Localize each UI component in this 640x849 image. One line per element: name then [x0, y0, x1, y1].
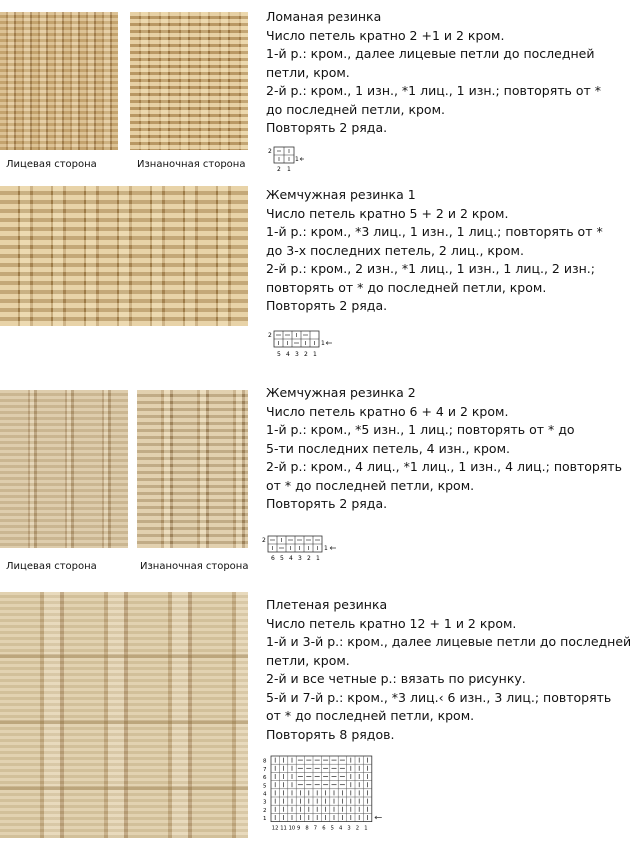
instruction-line: Число петель кратно 12 + 1 и 2 кром.: [266, 615, 517, 631]
chart-col-label: 1: [313, 351, 317, 358]
stitch-chart-woven-rib: [262, 754, 392, 838]
chart-col-label: 6: [271, 555, 275, 562]
instruction-line: 2-й р.: кром., 4 лиц., *1 лиц., 1 изн., 4 лиц.; повторять: [266, 459, 623, 474]
pattern-broken-rib: [266, 8, 601, 138]
stitch-chart-pearl-rib-1: [268, 328, 348, 360]
instruction-line: 1-й и 3-й р.: кром., далее лицевые петли до последней: [266, 634, 632, 649]
instruction-line: повторять от * до последней петли, кром.: [266, 279, 547, 295]
instruction-line: до последней петли, кром.: [266, 101, 445, 117]
instruction-line: 2-й и все четные р.: вязать по рисунку.: [266, 671, 526, 686]
chart-row-label: 1: [263, 816, 267, 823]
swatch-broken-rib-back: [130, 12, 248, 150]
swatch-pearl-rib-2-front: [0, 390, 128, 548]
chart-col-label: 12: [271, 825, 279, 832]
chart-row-label: 5: [263, 783, 267, 790]
chart-col-label: 4: [289, 555, 293, 562]
instruction-line: Повторять 2 ряда.: [266, 120, 388, 135]
instruction-line: Повторять 2 ряда.: [266, 298, 388, 313]
chart-col-label: 1: [364, 825, 368, 832]
instruction-line: петли, кром.: [266, 64, 350, 80]
chart-row-label: 4: [263, 791, 267, 798]
chart-col-label: 5: [330, 825, 334, 832]
pattern-pearl-rib-1: [266, 186, 603, 316]
instruction-line: 2-й р.: кром., 1 изн., *1 лиц., 1 изн.; повторять от *: [266, 83, 602, 98]
instruction-line: от * до последней петли, кром.: [266, 708, 475, 723]
chart-col-label: 10: [288, 825, 296, 832]
swatch-woven-rib: [0, 592, 248, 838]
instruction-line: 1-й р.: кром., *5 изн., 1 лиц.; повторять от * до: [266, 422, 575, 437]
swatch-pearl-rib-2-back: [137, 390, 248, 548]
instruction-line: 1-й р.: кром., *3 лиц., 1 изн., 1 лиц.; повторять от *: [266, 224, 603, 239]
chart-row-label: 1: [295, 156, 299, 163]
chart-col-label: 1: [287, 166, 291, 173]
instruction-line: Повторять 2 ряда.: [266, 496, 388, 511]
chart-row-label: 1: [321, 340, 325, 347]
instruction-line: 5-й и 7-й р.: кром., *3 лиц.‹ 6 изн., 3 лиц.; повторять: [266, 689, 612, 705]
chart-col-label: 3: [295, 351, 299, 358]
caption-front-side: Лицевая сторона: [6, 159, 97, 170]
chart-row-label: 2: [262, 537, 266, 544]
chart-row-label: 8: [263, 758, 267, 765]
chart-row-label: 3: [263, 799, 267, 806]
instruction-line: Повторять 8 рядов.: [266, 726, 395, 742]
chart-row-label: 2: [268, 332, 272, 339]
instruction-line: 5-ти последних петель, 4 изн., кром.: [266, 440, 510, 456]
chart-row-label: 2: [263, 807, 267, 814]
pattern-pearl-rib-2: [266, 384, 622, 514]
caption-front-side: Лицевая сторона: [6, 561, 97, 572]
instruction-line: петли, кром.: [266, 652, 350, 668]
chart-col-label: 2: [277, 166, 281, 173]
chart-col-label: 4: [286, 351, 290, 358]
chart-col-label: 4: [339, 825, 343, 832]
instruction-line: Число петель кратно 6 + 4 и 2 кром.: [266, 403, 509, 419]
swatch-pearl-rib-1: [0, 186, 248, 326]
chart-col-label: 9: [297, 825, 301, 832]
chart-row-label: 7: [263, 766, 267, 773]
instruction-line: Число петель кратно 5 + 2 и 2 кром.: [266, 205, 509, 221]
chart-row-label: 1: [324, 545, 328, 552]
stitch-chart-broken-rib: [268, 144, 318, 176]
swatch-broken-rib-front: [0, 12, 118, 150]
chart-col-label: 8: [305, 825, 309, 832]
chart-row-label: 6: [263, 775, 267, 782]
instruction-line: Число петель кратно 2 +1 и 2 кром.: [266, 27, 505, 43]
chart-col-label: 1: [316, 555, 320, 562]
chart-col-label: 5: [280, 555, 284, 562]
instruction-line: 1-й р.: кром., далее лицевые петли до последней: [266, 46, 595, 61]
chart-col-label: 3: [347, 825, 351, 832]
pattern-woven-rib: [266, 596, 631, 744]
chart-col-label: 3: [298, 555, 302, 562]
pattern-title: Жемчужная резинка 1: [266, 187, 416, 202]
chart-col-label: 6: [322, 825, 326, 832]
chart-col-label: 2: [307, 555, 311, 562]
instruction-line: от * до последней петли, кром.: [266, 477, 475, 493]
pattern-title: Жемчужная резинка 2: [266, 385, 416, 400]
instruction-line: 2-й р.: кром., 2 изн., *1 лиц., 1 изн., 1 лиц., 2 изн.;: [266, 261, 595, 276]
chart-col-label: 11: [280, 825, 287, 832]
chart-col-label: 2: [304, 351, 308, 358]
chart-col-label: 7: [313, 825, 318, 832]
chart-row-label: 2: [268, 148, 272, 155]
stitch-chart-pearl-rib-2: [262, 533, 342, 563]
caption-back-side: Изнаночная сторона: [140, 561, 249, 572]
pattern-title: Ломаная резинка: [266, 9, 382, 24]
instruction-line: до 3-х последних петель, 2 лиц., кром.: [266, 242, 524, 258]
arrow-left-icon: [375, 816, 382, 819]
chart-col-label: 2: [355, 825, 360, 832]
pattern-title: Плетеная резинка: [266, 597, 388, 612]
chart-col-label: 5: [277, 351, 281, 358]
caption-back-side: Изнаночная сторона: [137, 159, 246, 170]
